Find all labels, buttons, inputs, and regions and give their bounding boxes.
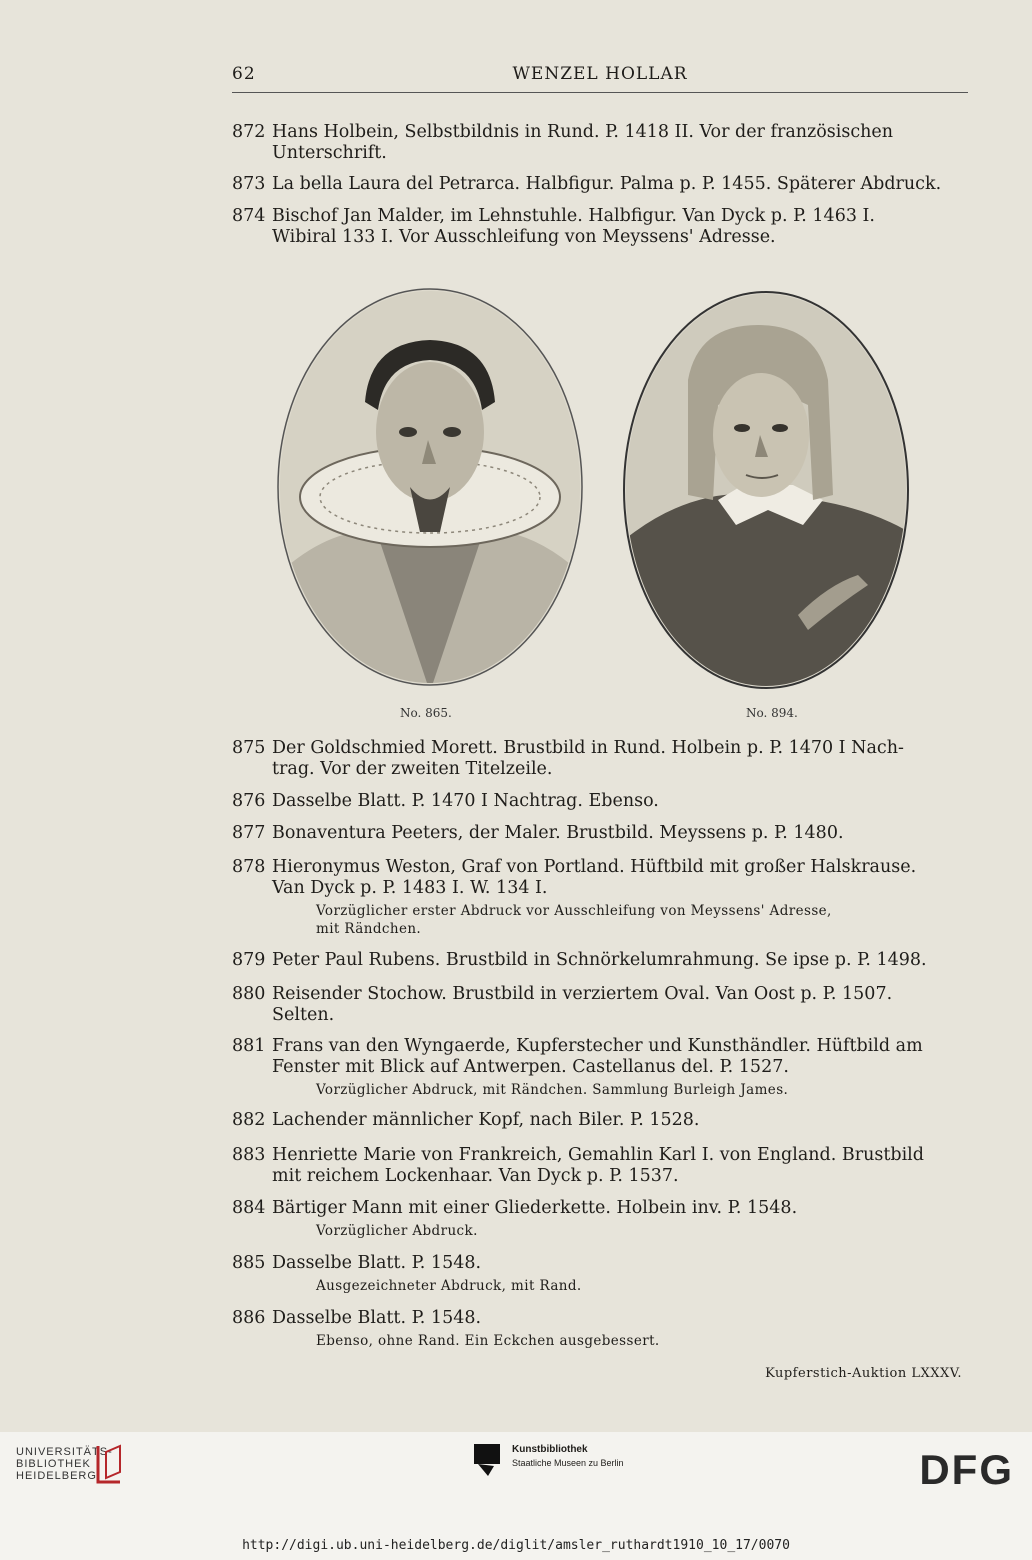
entry-text [272, 1253, 968, 1274]
digitization-footer [0, 1432, 1032, 1560]
entry-880 [232, 984, 968, 1026]
entry-note [316, 1081, 968, 1099]
dfg-logo[interactable]: DFG [919, 1446, 1014, 1493]
entry-884 [232, 1198, 968, 1240]
entry-text [272, 738, 968, 780]
entry-line: Dasselbe Blatt. P. 1548. [272, 1308, 482, 1328]
entry-text [272, 1198, 968, 1219]
entry-note [316, 902, 968, 938]
entry-note [316, 1222, 968, 1240]
entry-line: Selten. [272, 1005, 335, 1025]
entry-line: Fenster mit Blick auf Antwerpen. Castellanus del. P. 1527. [272, 1057, 789, 1077]
entry-number: 880 [232, 984, 266, 1004]
note-line: mit Rändchen. [316, 921, 422, 937]
uni-line: HEIDELBERG [16, 1470, 97, 1482]
entry-line: Bärtiger Mann mit einer Gliederkette. Holbein inv. P. 1548. [272, 1198, 798, 1218]
entry-number: 879 [232, 950, 266, 970]
entry-885 [232, 1253, 968, 1295]
entry-882 [232, 1110, 968, 1131]
entry-872 [232, 122, 968, 164]
entry-number: 876 [232, 791, 266, 811]
entry-881 [232, 1036, 968, 1099]
entry-number: 881 [232, 1036, 266, 1056]
page-title: WENZEL HOLLAR [512, 64, 688, 84]
entry-text [272, 122, 968, 164]
entry-line: Unterschrift. [272, 143, 387, 163]
entry-line: Hieronymus Weston, Graf von Portland. Hüftbild mit großer Halskrause. [272, 857, 917, 877]
uni-line: BIBLIOTHEK [16, 1458, 91, 1470]
entry-number: 875 [232, 738, 266, 758]
entry-text [272, 1308, 968, 1329]
kunstbibliothek-logo-icon [474, 1444, 504, 1476]
entry-text [272, 206, 968, 248]
kb-title: Kunstbibliothek [512, 1444, 588, 1455]
entry-number: 885 [232, 1253, 266, 1273]
entry-876 [232, 791, 968, 812]
entry-line: Dasselbe Blatt. P. 1548. [272, 1253, 482, 1273]
entry-number: 878 [232, 857, 266, 877]
entry-line: trag. Vor der zweiten Titelzeile. [272, 759, 553, 779]
entry-875 [232, 738, 968, 780]
entry-text [272, 1145, 968, 1187]
entry-line: Hans Holbein, Selbstbildnis in Rund. P. 1418 II. Vor der französischen [272, 122, 894, 142]
entry-873 [232, 174, 968, 195]
uni-line: UNIVERSITÄTS- [16, 1446, 113, 1458]
entry-878 [232, 857, 968, 938]
entry-line: La bella Laura del Petrarca. Halbfigur. Palma p. P. 1455. Späterer Abdruck. [272, 174, 942, 194]
portrait-engraving-right [618, 285, 914, 695]
entry-text [272, 1036, 968, 1078]
entry-line: Peter Paul Rubens. Brustbild in Schnörkelumrahmung. Se ipse p. P. 1498. [272, 950, 927, 970]
entry-874 [232, 206, 968, 248]
note-line: Ebenso, ohne Rand. Ein Eckchen ausgebessert. [316, 1333, 660, 1349]
entry-line: Der Goldschmied Morett. Brustbild in Rund. Holbein p. P. 1470 I Nach- [272, 738, 904, 758]
entry-line: Van Dyck p. P. 1483 I. W. 134 I. [272, 878, 548, 898]
entry-883 [232, 1145, 968, 1187]
entry-line: Bischof Jan Malder, im Lehnstuhle. Halbfigur. Van Dyck p. P. 1463 I. [272, 206, 875, 226]
entry-text [272, 791, 968, 812]
entry-line: Bonaventura Peeters, der Maler. Brustbild. Meyssens p. P. 1480. [272, 823, 844, 843]
entry-note [316, 1332, 968, 1350]
entry-text [272, 950, 968, 971]
entry-number: 883 [232, 1145, 266, 1165]
entry-text [272, 174, 968, 195]
note-line: Vorzüglicher Abdruck. [316, 1223, 478, 1239]
note-line: Ausgezeichneter Abdruck, mit Rand. [316, 1278, 582, 1294]
entry-line: Wibiral 133 I. Vor Ausschleifung von Meyssens' Adresse. [272, 227, 776, 247]
source-url[interactable]: http://digi.ub.uni-heidelberg.de/diglit/amsler_ruthardt1910_10_17/0070 [242, 1538, 790, 1553]
entry-text [272, 1110, 968, 1131]
entry-line: Henriette Marie von Frankreich, Gemahlin Karl I. von England. Brustbild [272, 1145, 924, 1165]
note-line: Vorzüglicher Abdruck, mit Rändchen. Sammlung Burleigh James. [316, 1082, 789, 1098]
entry-line: Dasselbe Blatt. P. 1470 I Nachtrag. Ebenso. [272, 791, 659, 811]
entry-number: 884 [232, 1198, 266, 1218]
entry-879 [232, 950, 968, 971]
entry-text [272, 984, 968, 1026]
entry-number: 874 [232, 206, 266, 226]
note-line: Vorzüglicher erster Abdruck vor Ausschleifung von Meyssens' Adresse, [316, 903, 832, 919]
entry-line: mit reichem Lockenhaar. Van Dyck p. P. 1537. [272, 1166, 679, 1186]
portrait-engraving-left [270, 282, 590, 692]
entry-line: Lachender männlicher Kopf, nach Biler. P. 1528. [272, 1110, 700, 1130]
entry-number: 877 [232, 823, 266, 843]
page-number: 62 [232, 64, 256, 84]
entry-line: Frans van den Wyngaerde, Kupferstecher und Kunsthändler. Hüftbild am [272, 1036, 923, 1056]
catalogue-footer: Kupferstich-Auktion LXXXV. [765, 1366, 962, 1381]
entry-877 [232, 823, 968, 844]
entry-number: 886 [232, 1308, 266, 1328]
entry-line: Reisender Stochow. Brustbild in verziertem Oval. Van Oost p. P. 1507. [272, 984, 893, 1004]
entry-text [272, 823, 968, 844]
entry-text [272, 857, 968, 899]
entry-number: 872 [232, 122, 266, 142]
entry-number: 873 [232, 174, 266, 194]
caption-left: No. 865. [400, 706, 452, 720]
running-header [232, 62, 968, 93]
entry-886 [232, 1308, 968, 1350]
entry-number: 882 [232, 1110, 266, 1130]
caption-right: No. 894. [746, 706, 798, 720]
entry-note [316, 1277, 968, 1295]
kb-subtitle: Staatliche Museen zu Berlin [512, 1458, 624, 1468]
university-logo-icon[interactable] [94, 1442, 124, 1486]
kunstbibliothek-label[interactable] [474, 1444, 624, 1481]
